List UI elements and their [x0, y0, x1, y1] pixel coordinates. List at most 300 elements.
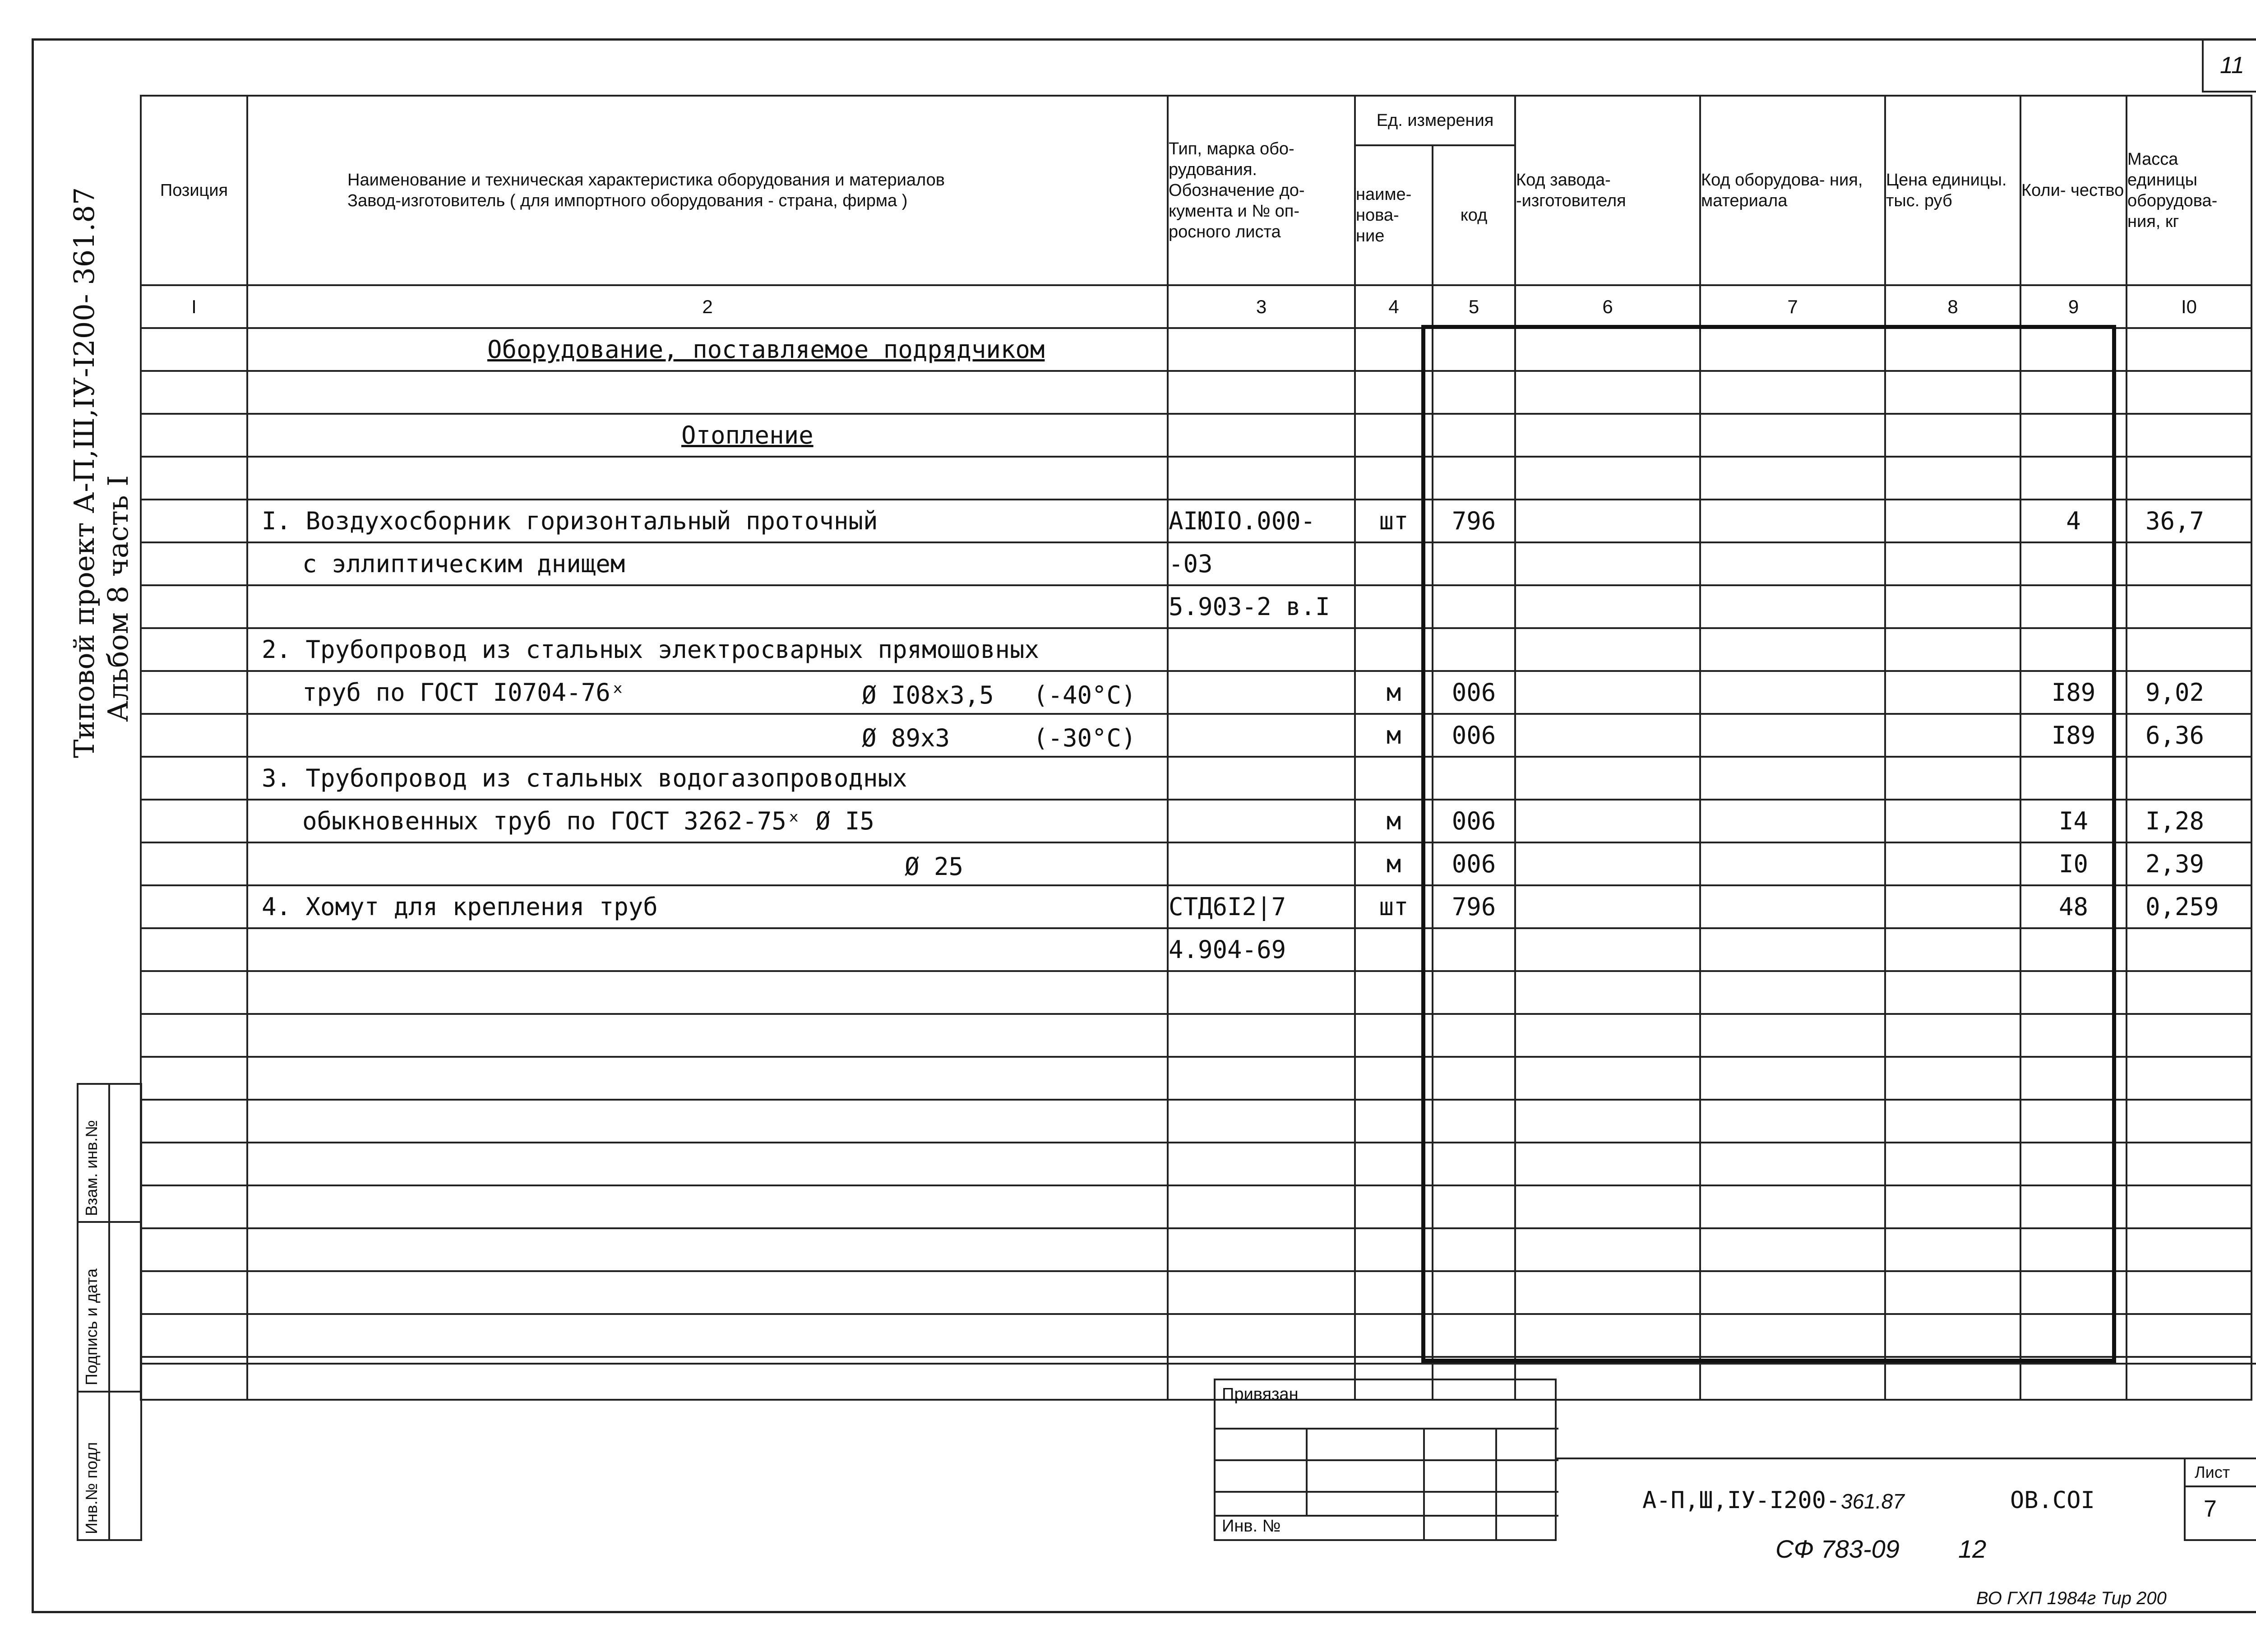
- cell-type: [1168, 628, 1355, 671]
- cell-name: [247, 628, 1168, 671]
- cell-material-code: [1700, 628, 1885, 671]
- table-row: [141, 585, 2251, 628]
- cell-quantity: [2020, 1185, 2127, 1228]
- doc-code-handwritten: 361.87: [1841, 1490, 1905, 1513]
- cell-material-code: [1700, 842, 1885, 885]
- cell-quantity: [2020, 371, 2127, 414]
- cell-unit: шт: [1355, 500, 1433, 542]
- section-heading: Отопление: [681, 421, 814, 449]
- cell-position: [141, 371, 247, 414]
- header-position: Позиция: [141, 96, 247, 285]
- cell-material-code: [1700, 757, 1885, 800]
- cell-name: [247, 928, 1168, 971]
- cell-position: [141, 500, 247, 542]
- cell-material-code: [1700, 1228, 1885, 1271]
- cell-quantity: I89: [2020, 671, 2127, 714]
- cell-name: [247, 542, 1168, 585]
- cell-price: [1885, 671, 2020, 714]
- column-number: 5: [1433, 285, 1515, 328]
- cell-material-code: [1700, 928, 1885, 971]
- cell-unit: шт: [1355, 885, 1433, 928]
- cell-unit: м: [1355, 714, 1433, 757]
- list-label: Лист: [2195, 1463, 2230, 1481]
- cell-unit: [1355, 371, 1433, 414]
- cell-factory-code: [1515, 1100, 1700, 1143]
- cell-position: [141, 757, 247, 800]
- cell-position: [141, 1228, 247, 1271]
- tb-line: [1216, 1491, 1558, 1493]
- item-name: с эллиптическим днищем: [302, 550, 625, 578]
- cell-factory-code: [1515, 585, 1700, 628]
- cell-price: [1885, 414, 2020, 457]
- title-block-top-line: [140, 1363, 2256, 1365]
- cell-quantity: I89: [2020, 714, 2127, 757]
- table-header: [141, 96, 2251, 145]
- cell-mass: [2127, 928, 2251, 971]
- cell-name: [247, 371, 1168, 414]
- table-row: [141, 1185, 2251, 1228]
- table-row: [141, 1228, 2251, 1271]
- cell-price: [1885, 1228, 2020, 1271]
- cell-unit-code: [1433, 1314, 1515, 1357]
- cell-type: [1168, 671, 1355, 714]
- cell-price: [1885, 800, 2020, 842]
- cell-quantity: 48: [2020, 885, 2127, 928]
- cell-position: [141, 628, 247, 671]
- item-name: 4. Хомут для крепления труб: [262, 893, 658, 921]
- cell-factory-code: [1515, 671, 1700, 714]
- cell-unit: [1355, 1228, 1433, 1271]
- cell-position: [141, 457, 247, 500]
- table-row: [141, 328, 2251, 371]
- tb-vline: [1306, 1428, 1308, 1516]
- cell-name: [247, 500, 1168, 542]
- cell-price: [1885, 1271, 2020, 1314]
- cell-unit-code: 006: [1433, 842, 1515, 885]
- cell-factory-code: [1515, 500, 1700, 542]
- column-number: 8: [1885, 285, 2020, 328]
- column-number: 7: [1700, 285, 1885, 328]
- cell-price: [1885, 457, 2020, 500]
- cell-type: [1168, 1057, 1355, 1100]
- cell-quantity: [2020, 928, 2127, 971]
- cell-name: [247, 1057, 1168, 1100]
- header-mass: Масса единицы оборудова- ния, кг: [2127, 96, 2251, 285]
- header-name-line1: Наименование и техническая характеристика оборудования и материалов: [347, 171, 945, 190]
- cell-position: [141, 1014, 247, 1057]
- table-row: [141, 371, 2251, 414]
- cell-material-code: [1700, 542, 1885, 585]
- cell-mass: [2127, 1314, 2251, 1357]
- cell-position: [141, 971, 247, 1014]
- cell-type: [1168, 1185, 1355, 1228]
- cell-price: [1885, 1014, 2020, 1057]
- cell-type: [1168, 714, 1355, 757]
- cell-name: [247, 1271, 1168, 1314]
- cell-quantity: 4: [2020, 500, 2127, 542]
- column-number: 4: [1355, 285, 1433, 328]
- cell-factory-code: [1515, 1057, 1700, 1100]
- cell-type: [1168, 1100, 1355, 1143]
- doc-code: А-П,Ш,IУ-I200-: [1642, 1487, 1840, 1514]
- cell-unit-code: [1433, 1014, 1515, 1057]
- cell-mass: [2127, 1228, 2251, 1271]
- table-row: [141, 1100, 2251, 1143]
- item-name: 2. Трубопровод из стальных электросварных прямошовных: [262, 635, 1040, 664]
- cell-price: [1885, 1314, 2020, 1357]
- cell-unit: [1355, 1014, 1433, 1057]
- cell-unit-code: [1433, 1228, 1515, 1271]
- cell-type: [1168, 800, 1355, 842]
- cell-unit: [1355, 1185, 1433, 1228]
- sheet-code: ОВ.СОI: [2010, 1487, 2095, 1514]
- cell-factory-code: [1515, 1014, 1700, 1057]
- section-heading: Оборудование, поставляемое подрядчиком: [487, 335, 1045, 364]
- table-row: [141, 800, 2251, 842]
- cell-unit-code: [1433, 414, 1515, 457]
- table-body: [141, 328, 2251, 1400]
- cell-unit: [1355, 414, 1433, 457]
- tb-vline: [1495, 1428, 1497, 1541]
- cell-factory-code: [1515, 800, 1700, 842]
- header-name-line2: Завод-изготовитель ( для импортного оборудования - страна, фирма ): [347, 191, 908, 210]
- cell-price: [1885, 628, 2020, 671]
- cell-material-code: [1700, 671, 1885, 714]
- cell-quantity: [2020, 628, 2127, 671]
- specification-table: [140, 95, 2252, 1401]
- header-factory-code: Код завода- -изготовителя: [1515, 96, 1700, 285]
- cell-type: [1168, 842, 1355, 885]
- cell-mass: [2127, 1143, 2251, 1185]
- column-number: I: [141, 285, 247, 328]
- cell-factory-code: [1515, 542, 1700, 585]
- cell-factory-code: [1515, 628, 1700, 671]
- cell-unit: [1355, 585, 1433, 628]
- column-number: 6: [1515, 285, 1700, 328]
- cell-mass: [2127, 628, 2251, 671]
- header-material-code: Код оборудова- ния, материала: [1700, 96, 1885, 285]
- header-unit-code: код: [1433, 145, 1515, 285]
- cell-unit-code: 006: [1433, 800, 1515, 842]
- cell-name: [247, 885, 1168, 928]
- cell-factory-code: [1515, 1228, 1700, 1271]
- cell-price: [1885, 585, 2020, 628]
- cell-mass: [2127, 371, 2251, 414]
- cell-quantity: [2020, 757, 2127, 800]
- cell-quantity: [2020, 1314, 2127, 1357]
- item-name: труб по ГОСТ I0704-76ˣ: [302, 678, 625, 707]
- cell-factory-code: [1515, 1271, 1700, 1314]
- cell-material-code: [1700, 457, 1885, 500]
- cell-position: [141, 1143, 247, 1185]
- cell-unit: [1355, 757, 1433, 800]
- cell-material-code: [1700, 414, 1885, 457]
- cell-unit-code: [1433, 971, 1515, 1014]
- cell-unit-code: [1433, 585, 1515, 628]
- cell-price: [1885, 885, 2020, 928]
- cell-unit-code: [1433, 1143, 1515, 1185]
- table-row: [141, 414, 2251, 457]
- cell-unit-code: 796: [1433, 500, 1515, 542]
- cell-position: [141, 328, 247, 371]
- cell-factory-code: [1515, 371, 1700, 414]
- header-unit-group: Ед. измерения: [1355, 96, 1515, 145]
- cell-unit-code: [1433, 1100, 1515, 1143]
- cell-position: [141, 1314, 247, 1357]
- cell-position: [141, 885, 247, 928]
- list-value: 7: [2204, 1496, 2217, 1522]
- cell-type: [1168, 1228, 1355, 1271]
- cell-mass: [2127, 1100, 2251, 1143]
- cell-quantity: I4: [2020, 800, 2127, 842]
- cell-unit: м: [1355, 800, 1433, 842]
- cell-unit-code: [1433, 371, 1515, 414]
- cell-unit: [1355, 1271, 1433, 1314]
- sheet-corner-number: 11: [2202, 38, 2256, 93]
- pipe-dimension: Ø 89x3: [862, 724, 950, 752]
- cell-name: [247, 1014, 1168, 1057]
- cell-material-code: [1700, 800, 1885, 842]
- cell-type: [1168, 1014, 1355, 1057]
- cell-price: [1885, 757, 2020, 800]
- cell-unit: [1355, 457, 1433, 500]
- cell-mass: [2127, 328, 2251, 371]
- cell-factory-code: [1515, 928, 1700, 971]
- cell-mass: [2127, 1271, 2251, 1314]
- cell-position: [141, 1271, 247, 1314]
- cell-unit: [1355, 1143, 1433, 1185]
- table-row: [141, 971, 2251, 1014]
- cell-material-code: [1700, 371, 1885, 414]
- cell-mass: [2127, 971, 2251, 1014]
- cell-material-code: [1700, 1314, 1885, 1357]
- cell-unit-code: [1433, 628, 1515, 671]
- cell-quantity: [2020, 1271, 2127, 1314]
- header-price: Цена единицы. тыс. руб: [1885, 96, 2020, 285]
- cell-position: [141, 414, 247, 457]
- cell-quantity: [2020, 1143, 2127, 1185]
- cell-factory-code: [1515, 1143, 1700, 1185]
- cell-name: [247, 1100, 1168, 1143]
- cell-name: [247, 1314, 1168, 1357]
- tb-vline: [1423, 1428, 1425, 1541]
- cell-price: [1885, 1100, 2020, 1143]
- cell-factory-code: [1515, 457, 1700, 500]
- cell-type: [1168, 757, 1355, 800]
- cell-material-code: [1700, 1100, 1885, 1143]
- cell-name: [247, 1143, 1168, 1185]
- cell-unit-code: 006: [1433, 671, 1515, 714]
- list-block: [2184, 1458, 2256, 1541]
- cell-position: [141, 1057, 247, 1100]
- cell-factory-code: [1515, 971, 1700, 1014]
- cell-price: [1885, 500, 2020, 542]
- cell-name: [247, 1185, 1168, 1228]
- cell-price: [1885, 842, 2020, 885]
- cell-factory-code: [1515, 842, 1700, 885]
- cell-name: [247, 1228, 1168, 1271]
- cell-quantity: [2020, 1014, 2127, 1057]
- pipe-temperature: (-40°С): [1033, 681, 1136, 709]
- cell-unit: [1355, 542, 1433, 585]
- cell-mass: 36,7: [2127, 500, 2251, 542]
- cell-mass: 2,39: [2127, 842, 2251, 885]
- inv-no-label: Инв. №: [1222, 1517, 1281, 1536]
- table-row: [141, 885, 2251, 928]
- cell-name: [247, 971, 1168, 1014]
- table-row: [141, 1014, 2251, 1057]
- cell-name: [247, 757, 1168, 800]
- item-name: 3. Трубопровод из стальных водогазопроводных: [262, 764, 907, 792]
- tb-vline: [1555, 1458, 1557, 1541]
- cell-name: [247, 714, 1168, 757]
- cell-unit: м: [1355, 842, 1433, 885]
- cell-material-code: [1700, 1057, 1885, 1100]
- cell-mass: [2127, 457, 2251, 500]
- table-row: [141, 928, 2251, 971]
- cell-factory-code: [1515, 757, 1700, 800]
- table-row: [141, 1057, 2251, 1100]
- tb-line: [1216, 1459, 1558, 1461]
- cell-factory-code: [1515, 1185, 1700, 1228]
- cell-unit-code: [1433, 328, 1515, 371]
- cell-price: [1885, 1143, 2020, 1185]
- cell-unit: [1355, 1314, 1433, 1357]
- cell-mass: [2127, 414, 2251, 457]
- cell-unit-code: [1433, 757, 1515, 800]
- cell-type: [1168, 328, 1355, 371]
- cell-mass: [2127, 757, 2251, 800]
- cell-type: [1168, 371, 1355, 414]
- cell-quantity: I0: [2020, 842, 2127, 885]
- cell-name: [247, 671, 1168, 714]
- cell-position: [141, 928, 247, 971]
- header-unit-name: наиме- нова- ние: [1355, 145, 1433, 285]
- header-type: Тип, марка обо- рудования. Обозначение до- кумента и № оп- росного листа: [1168, 96, 1355, 285]
- cell-unit: [1355, 628, 1433, 671]
- column-numbers-row: [141, 285, 2251, 328]
- cell-quantity: [2020, 1100, 2127, 1143]
- cell-mass: [2127, 1057, 2251, 1100]
- pipe-dimension: Ø 25: [905, 852, 964, 881]
- cell-name: [247, 414, 1168, 457]
- cell-unit-code: [1433, 928, 1515, 971]
- cell-position: [141, 542, 247, 585]
- cell-unit: [1355, 328, 1433, 371]
- cell-name: [247, 842, 1168, 885]
- cell-name: [247, 328, 1168, 371]
- header-name: [247, 96, 1168, 285]
- cell-position: [141, 671, 247, 714]
- item-name: обыкновенных труб по ГОСТ 3262-75ˣ Ø I5: [302, 807, 874, 835]
- cell-mass: 6,36: [2127, 714, 2251, 757]
- cell-unit-code: [1433, 542, 1515, 585]
- cell-factory-code: [1515, 885, 1700, 928]
- cell-mass: 9,02: [2127, 671, 2251, 714]
- header-quantity: Коли- чество: [2020, 96, 2127, 285]
- table-row: [141, 457, 2251, 500]
- cell-name: [247, 457, 1168, 500]
- column-number: I0: [2127, 285, 2251, 328]
- cell-mass: I,28: [2127, 800, 2251, 842]
- cell-mass: 0,259: [2127, 885, 2251, 928]
- cell-price: [1885, 971, 2020, 1014]
- table-row: [141, 1271, 2251, 1314]
- cell-type: [1168, 1314, 1355, 1357]
- table-row: [141, 542, 2251, 585]
- cell-material-code: [1700, 885, 1885, 928]
- table-row: [141, 671, 2251, 714]
- cell-type: -03: [1168, 542, 1355, 585]
- column-number: 2: [247, 285, 1168, 328]
- table-row: [141, 628, 2251, 671]
- cell-type: [1168, 457, 1355, 500]
- stamp-vzam-label: Взам. инв.№: [82, 1120, 101, 1216]
- cell-type: [1168, 1143, 1355, 1185]
- side-title-line2: Альбом 8 часть I: [102, 475, 134, 722]
- footer-note: ВО ГХП 1984г Тир 200: [1976, 1588, 2167, 1608]
- cell-type: [1168, 414, 1355, 457]
- cell-factory-code: [1515, 328, 1700, 371]
- cell-unit: [1355, 928, 1433, 971]
- tb-line: [1216, 1428, 1558, 1430]
- cell-type: АIЮIО.000-: [1168, 500, 1355, 542]
- cell-unit-code: [1433, 457, 1515, 500]
- cell-quantity: [2020, 328, 2127, 371]
- cell-type: 5.903-2 в.I: [1168, 585, 1355, 628]
- cell-price: [1885, 1057, 2020, 1100]
- cell-unit-code: [1433, 1271, 1515, 1314]
- cell-unit-code: 006: [1433, 714, 1515, 757]
- pipe-temperature: (-30°С): [1033, 724, 1136, 752]
- cell-position: [141, 1100, 247, 1143]
- cell-material-code: [1700, 971, 1885, 1014]
- privyazan-label: Привязан: [1222, 1385, 1299, 1404]
- table-row: [141, 1143, 2251, 1185]
- cell-name: [247, 800, 1168, 842]
- cell-material-code: [1700, 1271, 1885, 1314]
- table-row: [141, 757, 2251, 800]
- pipe-dimension: Ø I08x3,5: [862, 681, 994, 709]
- cell-unit: [1355, 1057, 1433, 1100]
- cell-unit: [1355, 1100, 1433, 1143]
- cell-factory-code: [1515, 714, 1700, 757]
- tb-line: [2186, 1485, 2256, 1487]
- cell-position: [141, 842, 247, 885]
- cell-type: СТД6I2|7: [1168, 885, 1355, 928]
- cell-quantity: [2020, 585, 2127, 628]
- cell-mass: [2127, 1014, 2251, 1057]
- cell-factory-code: [1515, 1314, 1700, 1357]
- cell-price: [1885, 1185, 2020, 1228]
- cell-material-code: [1700, 1014, 1885, 1057]
- cell-price: [1885, 714, 2020, 757]
- cell-factory-code: [1515, 414, 1700, 457]
- stamp-podpis-label: Подпись и дата: [82, 1268, 101, 1385]
- cell-price: [1885, 928, 2020, 971]
- cell-material-code: [1700, 500, 1885, 542]
- cell-quantity: [2020, 542, 2127, 585]
- cell-quantity: [2020, 457, 2127, 500]
- column-number: 3: [1168, 285, 1355, 328]
- cell-unit: [1355, 971, 1433, 1014]
- cell-type: 4.904-69: [1168, 928, 1355, 971]
- cell-price: [1885, 542, 2020, 585]
- cell-material-code: [1700, 1185, 1885, 1228]
- privyazan-block: [1214, 1379, 1557, 1541]
- cell-quantity: [2020, 1228, 2127, 1271]
- stamp-divider: [108, 1083, 110, 1541]
